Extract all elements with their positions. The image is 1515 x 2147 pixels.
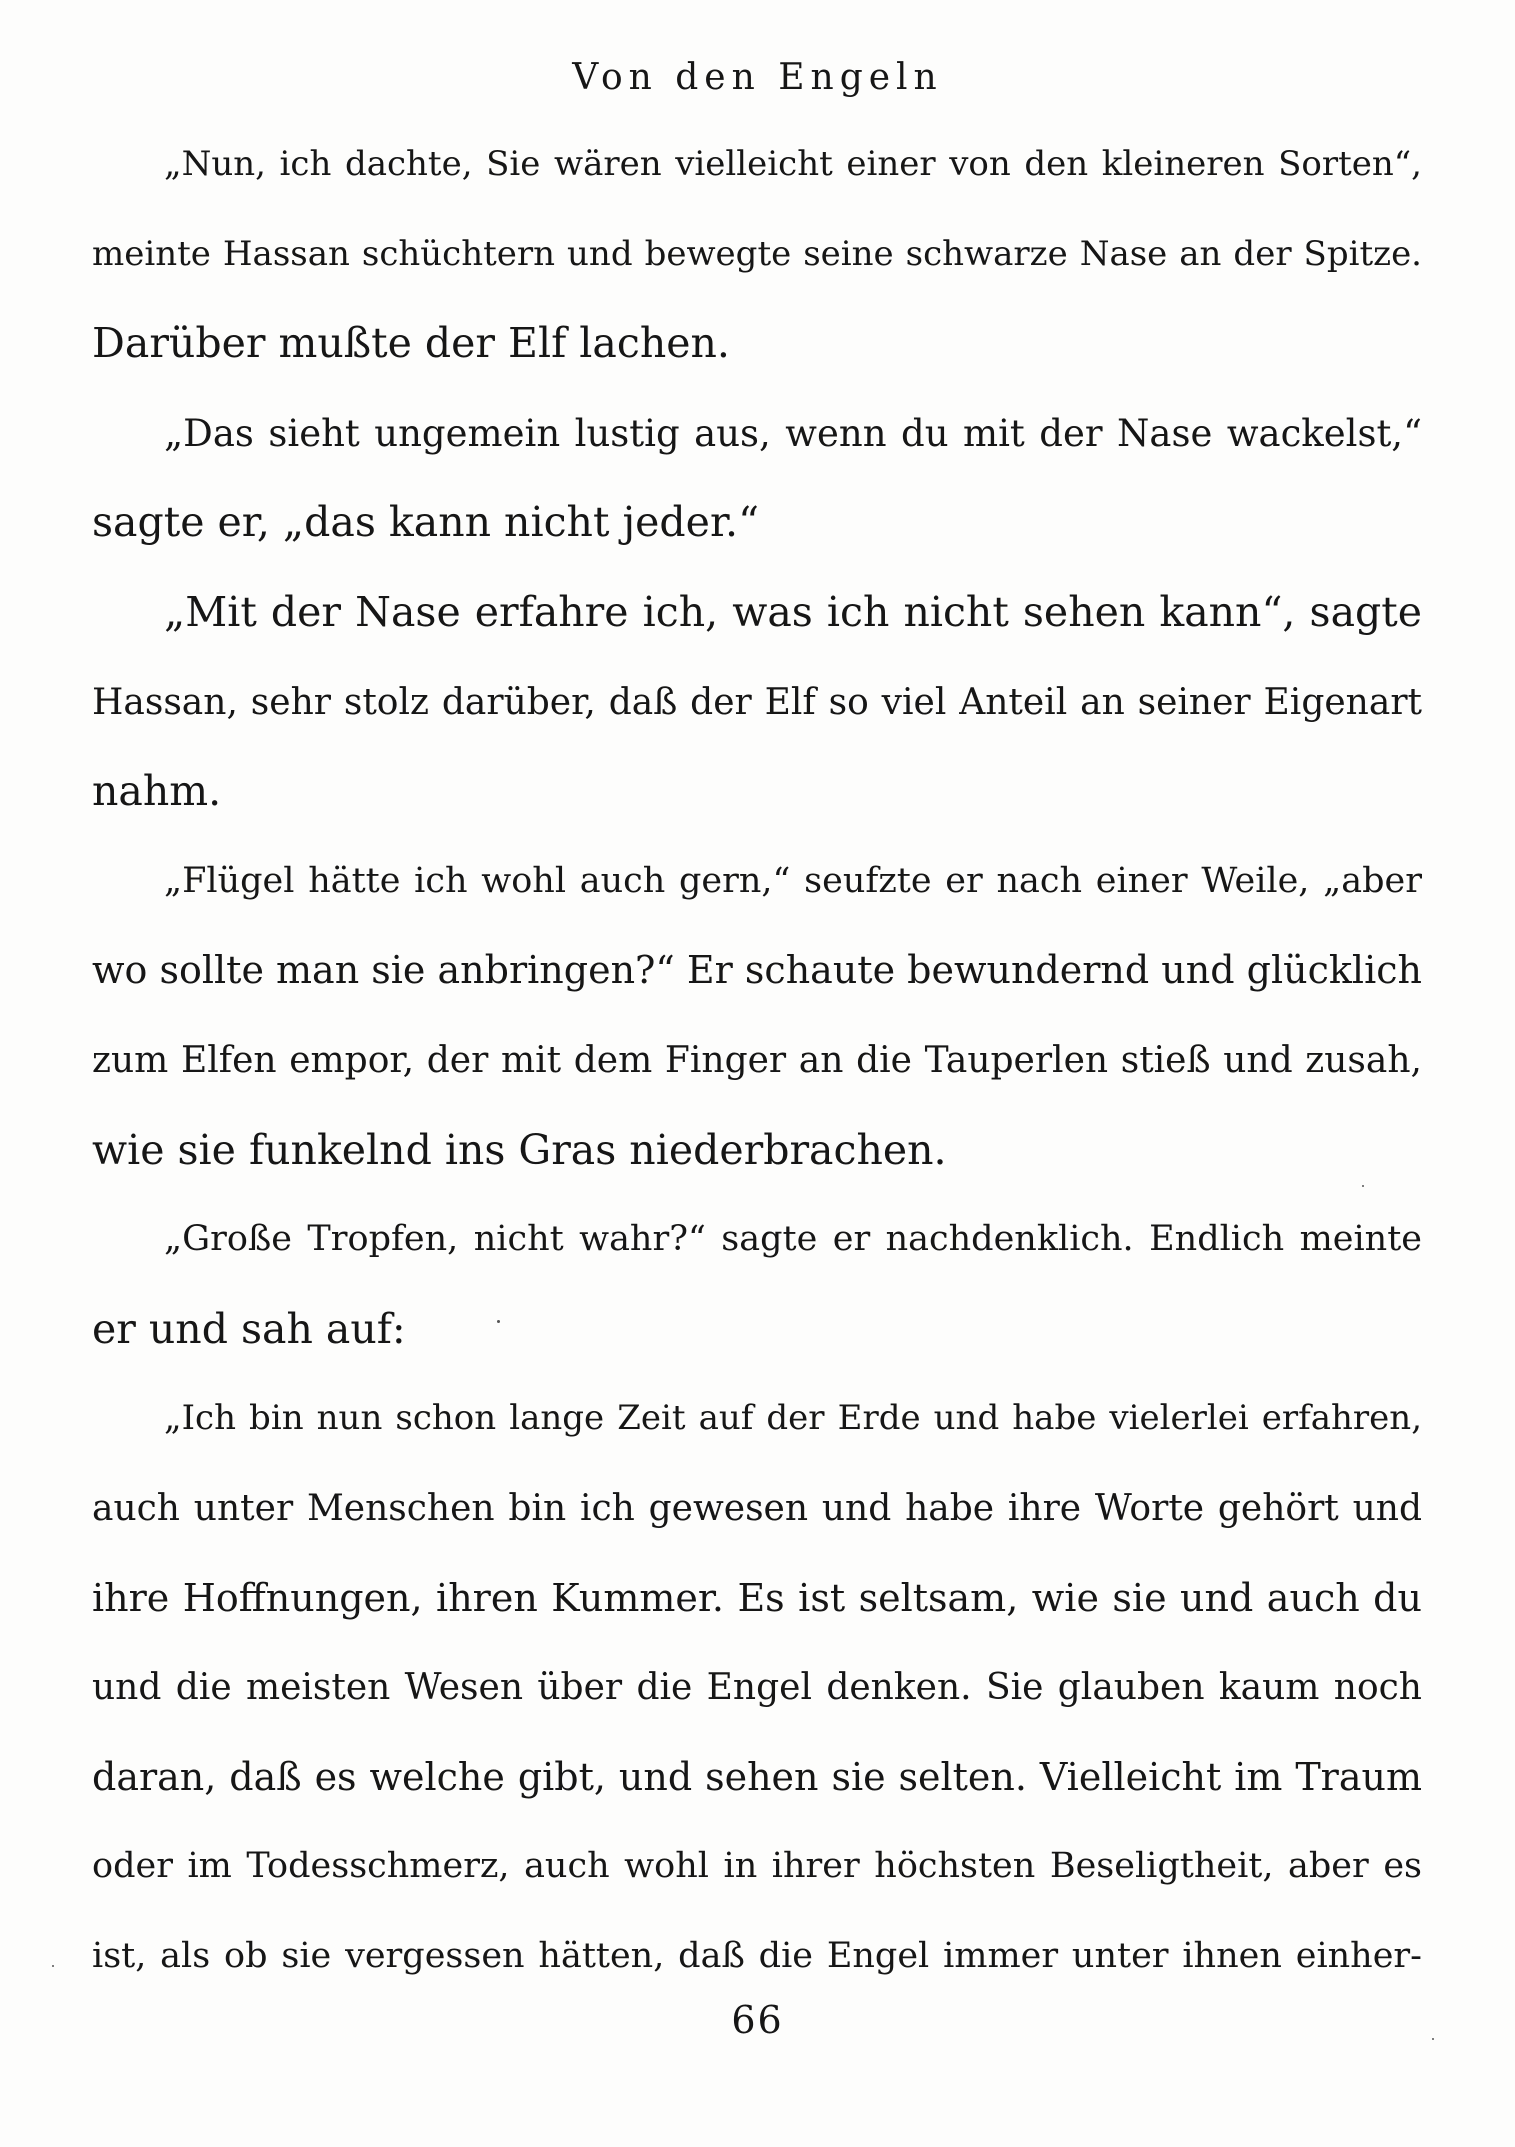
text-line: auch unter Menschen bin ich gewesen und habe ihre Worte gehört und [92,1487,1422,1529]
text-line: wo sollte man sie anbringen?“ Er schaute bewundernd und glücklich [92,948,1422,993]
text-line: Hassan, sehr stolz darüber, daß der Elf so viel Anteil an seiner Eigenart [92,681,1422,723]
text-line: nahm. [92,767,222,816]
text-line: ist, als ob sie vergessen hätten, daß die Engel immer unter ihnen einher- [92,1935,1422,1976]
running-title: Von den Engeln [572,57,943,98]
text-line: „Mit der Nase erfahre ich, was ich nicht sehen kann“, sagte [164,587,1422,636]
text-line: „Große Tropfen, nicht wahr?“ sagte er nachdenklich. Endlich meinte [164,1219,1422,1260]
text-line: ihre Hoffnungen, ihren Kummer. Es ist seltsam, wie sie und auch du [92,1575,1422,1620]
text-line: meinte Hassan schüchtern und bewegte seine schwarze Nase an der Spitze. [92,233,1422,274]
text-line: „Das sieht ungemein lustig aus, wenn du mit der Nase wackelst,“ [164,411,1422,455]
scan-speck [1362,1185,1364,1187]
text-line: „Nun, ich dachte, Sie wären vielleicht einer von den kleineren Sorten“, [164,144,1422,184]
scan-speck [1432,2038,1434,2040]
page-number: 66 [731,1998,784,2042]
scan-speck [497,1320,500,1323]
text-line: „Flügel hätte ich wohl auch gern,“ seufzte er nach einer Weile, „aber [164,860,1422,901]
text-line: zum Elfen empor, der mit dem Finger an die Tauperlen stieß und zusah, [92,1039,1422,1081]
text-line: und die meisten Wesen über die Engel denken. Sie glauben kaum noch [92,1667,1422,1709]
text-line: „Ich bin nun schon lange Zeit auf der Erde und habe vielerlei erfahren, [164,1398,1422,1439]
text-line: daran, daß es welche gibt, und sehen sie selten. Vielleicht im Traum [92,1754,1422,1799]
text-line: sagte er, „das kann nicht jeder.“ [92,498,760,547]
text-line: er und sah auf: [92,1304,406,1353]
text-line: wie sie funkelnd ins Gras niederbrachen. [92,1125,947,1174]
text-line: oder im Todesschmerz, auch wohl in ihrer höchsten Beseligtheit, aber es [92,1846,1422,1887]
body-text [92,120,1422,2001]
text-line: Darüber mußte der Elf lachen. [92,319,730,368]
scan-speck [52,1965,54,1967]
